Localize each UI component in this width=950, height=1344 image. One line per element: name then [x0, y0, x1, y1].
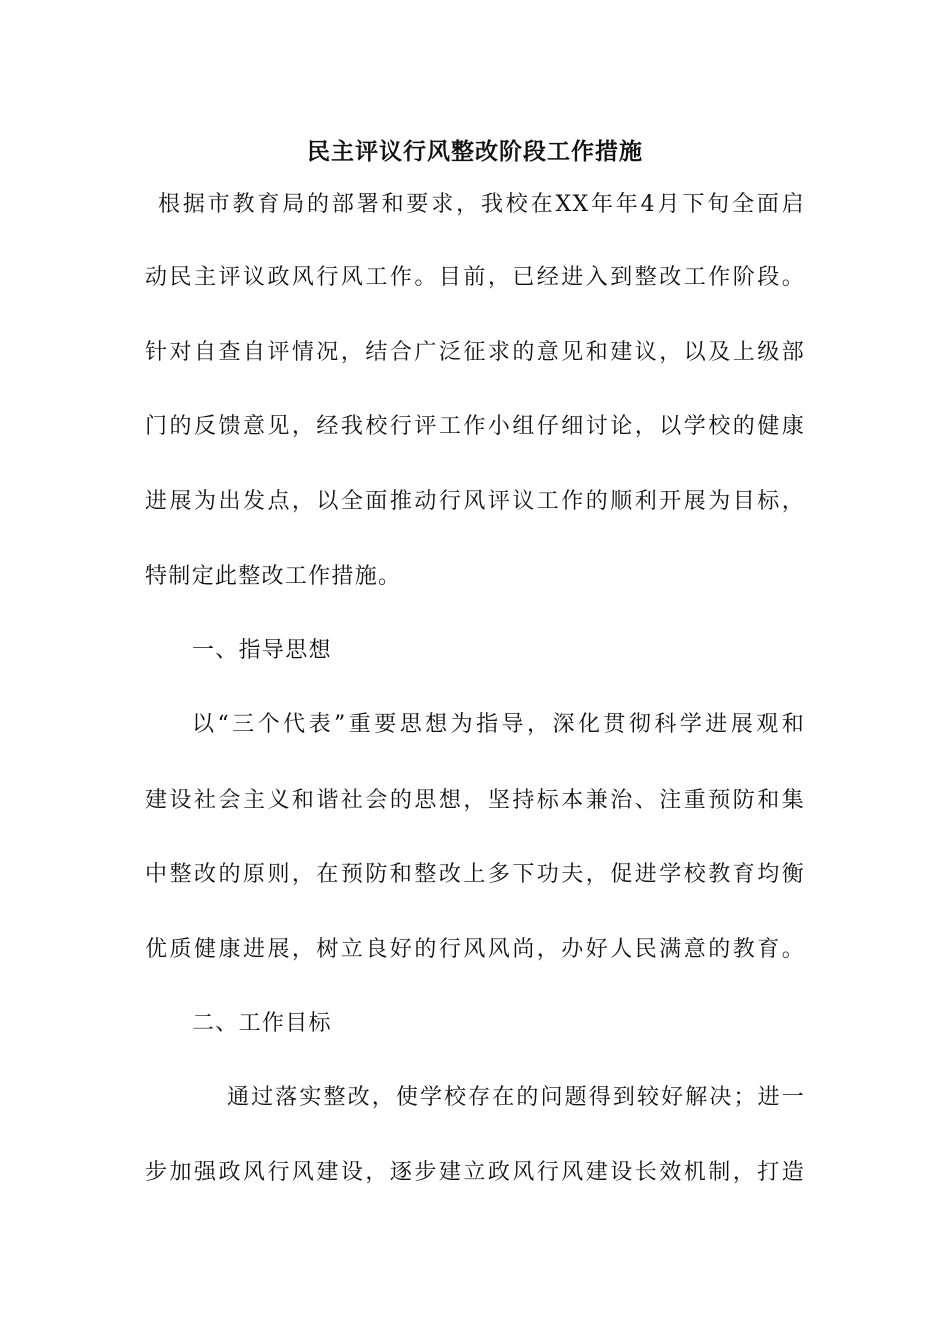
paragraph-line: 针对自查自评情况，结合广泛征求的意见和建议，以及上级部 [145, 340, 805, 365]
paragraph-line: 进展为出发点，以全面推动行风评议工作的顺利开展为目标， [145, 489, 805, 514]
paragraph-line: 中整改的原则，在预防和整改上多下功夫，促进学校教育均衡 [145, 862, 805, 887]
section-heading: 一、指导思想 [192, 638, 332, 663]
section-heading: 二、工作目标 [192, 1011, 332, 1036]
paragraph-line: 特制定此整改工作措施。 [145, 564, 402, 589]
paragraph-line: 门的反馈意见，经我校行评工作小组仔细讨论，以学校的健康 [145, 414, 805, 439]
paragraph-line: 建设社会主义和谐社会的思想，坚持标本兼治、注重预防和集 [145, 788, 805, 813]
paragraph-line: 根据市教育局的部署和要求，我校在XX年年4月下旬全面启 [158, 192, 805, 217]
paragraph-line: 优质健康进展，树立良好的行风风尚，办好人民满意的教育。 [145, 937, 805, 962]
document-title: 民主评议行风整改阶段工作措施 [307, 138, 643, 165]
paragraph-line: 通过落实整改，使学校存在的问题得到较好解决；进一 [227, 1085, 805, 1110]
paragraph-line: 以“三个代表”重要思想为指导，深化贯彻科学进展观和 [192, 712, 805, 737]
paragraph-line: 步加强政风行风建设，逐步建立政风行风建设长效机制，打造 [145, 1160, 805, 1185]
paragraph-line: 动民主评议政风行风工作。目前，已经进入到整改工作阶段。 [145, 265, 805, 290]
